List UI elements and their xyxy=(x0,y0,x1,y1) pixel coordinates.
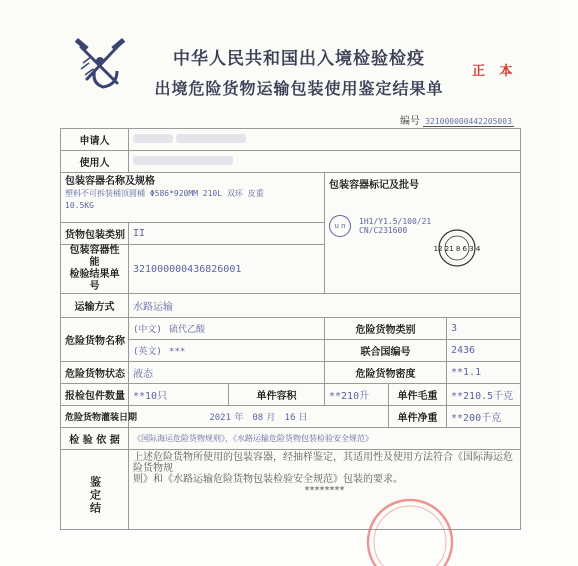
net-weight-value: **200千克 xyxy=(447,406,521,428)
container-name-value-2: 10.5KG xyxy=(65,201,94,210)
fill-day: 16 xyxy=(284,413,296,423)
fill-month: 08 xyxy=(252,413,264,423)
package-category-value: II xyxy=(129,223,325,245)
cn-label: (中文) xyxy=(133,325,162,335)
applicant-value xyxy=(129,129,521,151)
transport-value: 水路运输 xyxy=(129,294,521,318)
day-label: 日 xyxy=(298,413,308,423)
fill-date-label: 危险货物灌装日期 xyxy=(61,406,129,428)
gross-weight-value: **210.5千克 xyxy=(447,384,521,406)
performance-cert-value: 321000000436826001 xyxy=(129,245,325,294)
package-category-label: 货物包装类别 xyxy=(61,223,129,245)
goods-density-label: 危险货物密度 xyxy=(325,362,447,384)
capacity-label: 单件容积 xyxy=(229,384,325,406)
en-value: *** xyxy=(169,347,186,357)
pieces-value: **10只 xyxy=(129,384,229,406)
goods-name-cn xyxy=(129,318,325,340)
serial-number xyxy=(400,112,514,127)
redacted-block xyxy=(176,134,246,143)
year-label: 年 xyxy=(234,413,244,423)
user-value xyxy=(129,151,521,173)
pieces-label: 报检包件数量 xyxy=(61,384,129,406)
result-line-3: ******** xyxy=(304,485,345,496)
un-number-value: 2436 xyxy=(447,340,521,362)
result-line-1: 上述危险货物所使用的包装容器，经抽样鉴定，其适用性及使用方法符合《国际海运危险货物规 xyxy=(133,452,513,474)
redacted-block xyxy=(133,134,173,143)
net-weight-label: 单件净重 xyxy=(389,406,447,428)
container-name-label: 包装容器名称及规格 xyxy=(65,176,155,187)
en-label: (英文) xyxy=(133,347,162,357)
stamp-digits: 12 21 8 6 3 4 xyxy=(433,245,481,253)
user-label: 使用人 xyxy=(61,151,129,173)
title-line-2: 出境危险货物运输包装使用鉴定结果单 xyxy=(154,79,444,98)
goods-state-label: 危险货物状态 xyxy=(61,362,129,384)
goods-density-value: **1.1 xyxy=(447,362,521,384)
handwritten-stamp-icon xyxy=(395,220,491,272)
container-name-cell xyxy=(61,173,325,223)
serial-label: 编号 xyxy=(400,116,420,127)
goods-state-value: 液态 xyxy=(129,362,325,384)
mark-line-2: CN/C231600 xyxy=(359,226,408,235)
official-seal-icon xyxy=(350,486,470,566)
cert-label-line-2: 检验结果单号 xyxy=(69,269,120,292)
performance-cert-label xyxy=(61,245,129,294)
fill-date-value xyxy=(129,406,389,428)
inspection-basis-value: 《国际海运危险货物规则》，《水路运输危险货物包装检验安全规范》 xyxy=(129,428,521,450)
result-label: 鉴定结 xyxy=(88,476,102,515)
title-line-1: 中华人民共和国出入境检验检疫 xyxy=(173,49,425,69)
applicant-label: 申请人 xyxy=(61,129,129,151)
fill-year: 2021 xyxy=(209,413,231,423)
hazard-class-label: 危险货物类别 xyxy=(325,318,447,340)
capacity-value: **210升 xyxy=(325,384,389,406)
goods-name-en xyxy=(129,340,325,362)
mark-line-1: 1H1/Y1.5/100/21 xyxy=(359,217,432,226)
gross-weight-label: 单件毛重 xyxy=(389,384,447,406)
result-line-2: 则》和《水路运输危险货物包装检验安全规范》包装的要求。 xyxy=(133,474,403,485)
container-mark-label: 包装容器标记及批号 xyxy=(329,180,419,191)
redacted-block xyxy=(133,156,233,165)
certificate-table xyxy=(60,128,521,530)
hazard-class-value: 3 xyxy=(447,318,521,340)
cert-label-line-1: 包装容器性能 xyxy=(69,245,120,268)
inspection-basis-label: 检 验 依 据 xyxy=(61,428,129,450)
container-name-value: 塑料不可拆装桶顶圆桶 Φ586*920MM 210L 双环 皮重 xyxy=(65,189,264,198)
month-label: 月 xyxy=(266,413,276,423)
original-copy-mark: 正 本 xyxy=(472,64,518,79)
cn-value: 硫代乙酸 xyxy=(169,325,206,335)
goods-name-label: 危险货物名称 xyxy=(61,318,129,362)
un-packaging-symbol-icon: u n xyxy=(329,215,351,237)
result-label-cell xyxy=(61,450,129,530)
serial-value: 321000000442205003 xyxy=(425,117,512,126)
transport-label: 运输方式 xyxy=(61,294,129,318)
un-number-label: 联合国编号 xyxy=(325,340,447,362)
